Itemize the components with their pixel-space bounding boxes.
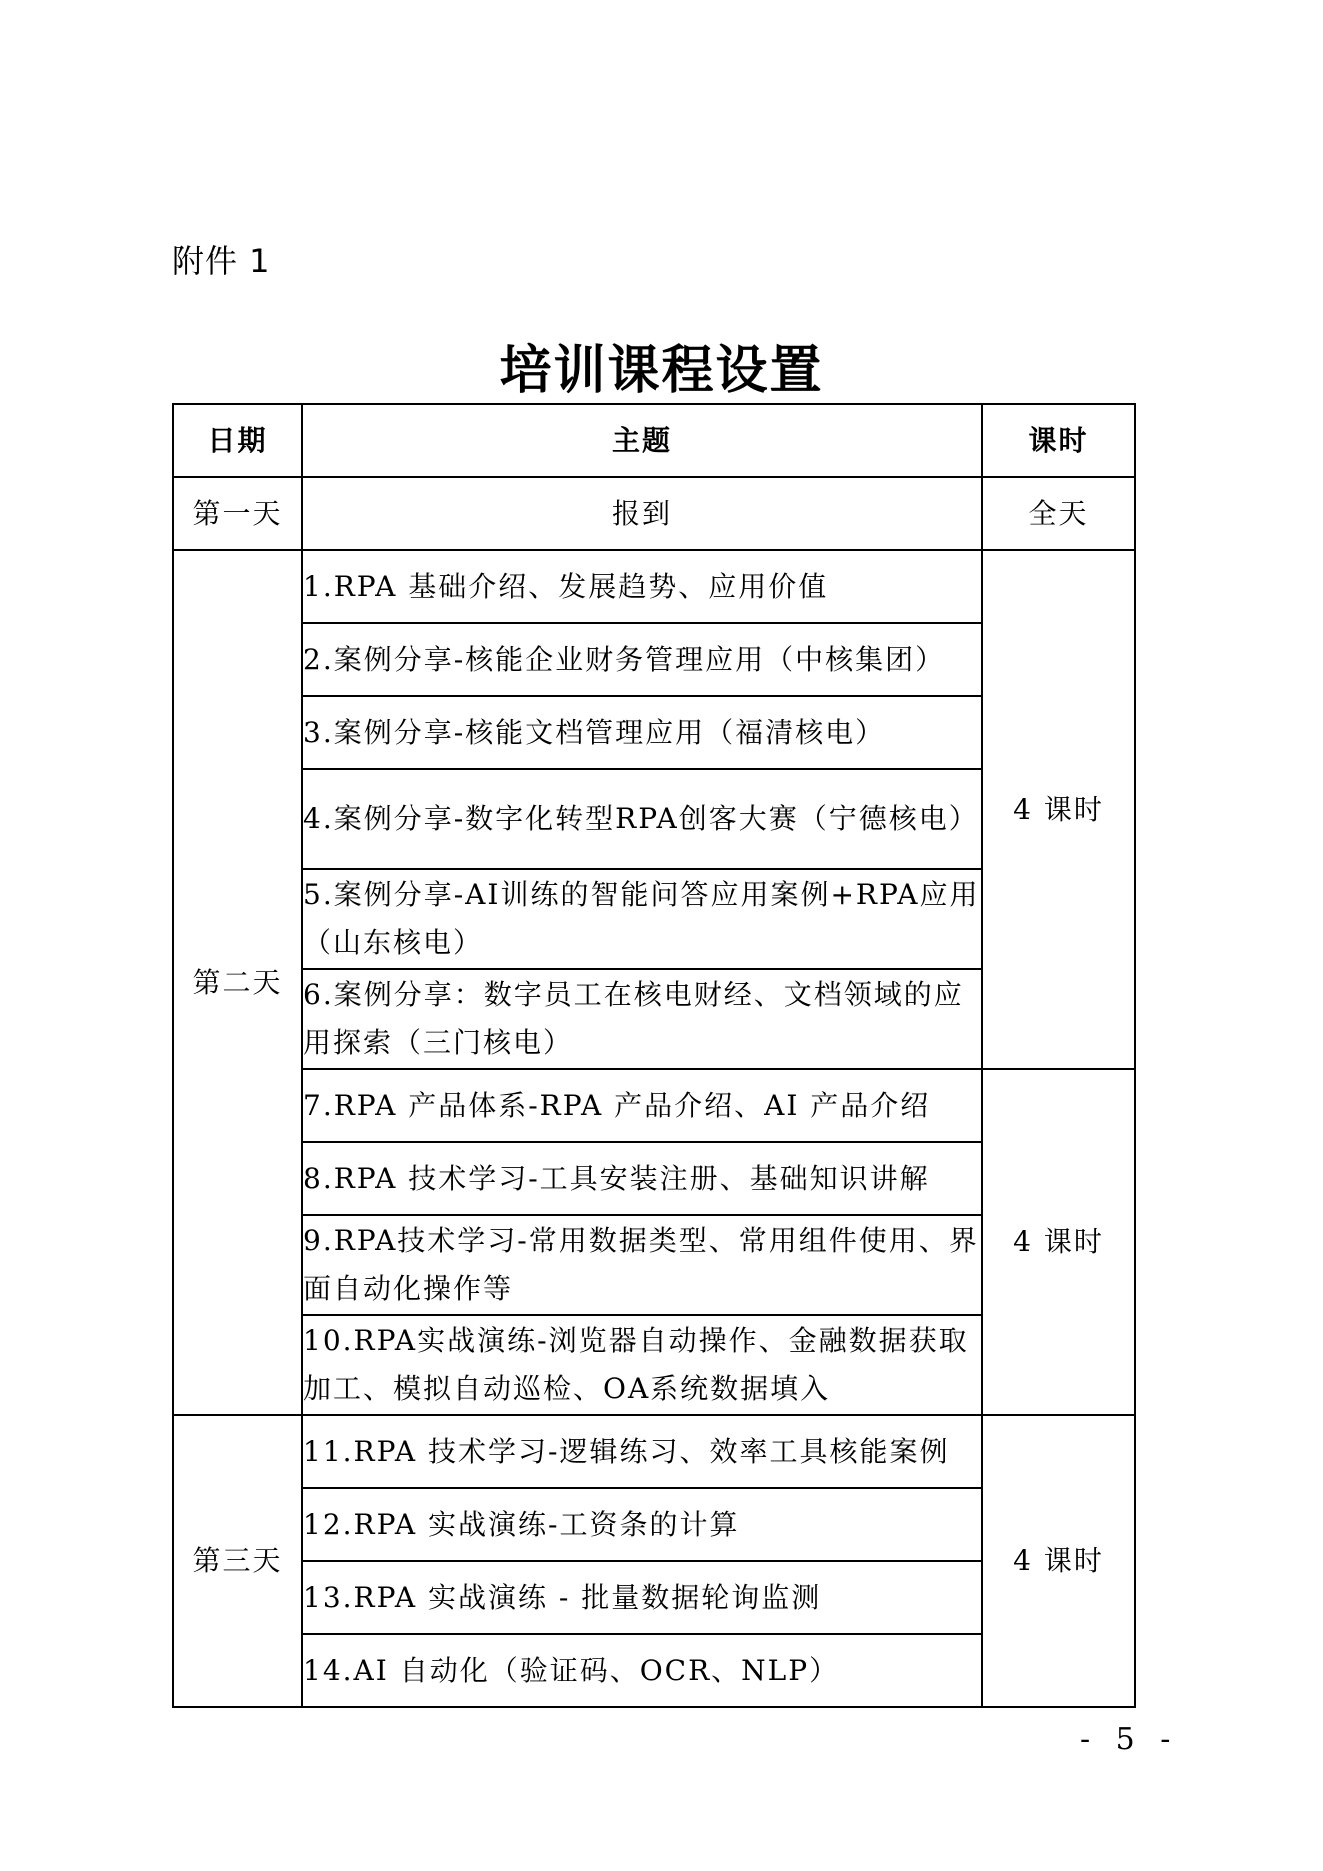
table-row (173, 1415, 1135, 1488)
topic-cell: 8.RPA 技术学习-工具安装注册、基础知识讲解 (302, 1142, 982, 1215)
registration-row (173, 477, 1135, 550)
day-three-hours: 4 课时 (982, 1415, 1135, 1707)
course-schedule-table (172, 403, 1136, 1708)
topic-cell: 2.案例分享-核能企业财务管理应用（中核集团） (302, 623, 982, 696)
table-row (173, 1069, 1135, 1142)
topic-cell: 12.RPA 实战演练-工资条的计算 (302, 1488, 982, 1561)
registration-hours: 全天 (982, 477, 1135, 550)
day-two-block1-hours: 4 课时 (982, 550, 1135, 1069)
day-two-cell: 第二天 (173, 550, 302, 1415)
registration-topic: 报到 (302, 477, 982, 550)
topic-cell: 5.案例分享-AI训练的智能问答应用案例+RPA应用（山东核电） (302, 869, 982, 969)
header-hours: 课时 (982, 404, 1135, 477)
page-title: 培训课程设置 (499, 340, 824, 401)
topic-cell: 4.案例分享-数字化转型RPA创客大赛（宁德核电） (302, 769, 982, 869)
attachment-label: 附件 1 (172, 242, 271, 280)
topic-cell: 3.案例分享-核能文档管理应用（福清核电） (302, 696, 982, 769)
header-topic: 主题 (302, 404, 982, 477)
topic-cell: 10.RPA实战演练-浏览器自动操作、金融数据获取加工、模拟自动巡检、OA系统数据填入 (302, 1315, 982, 1415)
topic-cell: 9.RPA技术学习-常用数据类型、常用组件使用、界面自动化操作等 (302, 1215, 982, 1315)
topic-cell: 14.AI 自动化（验证码、OCR、NLP） (302, 1634, 982, 1707)
day-two-block2-hours: 4 课时 (982, 1069, 1135, 1415)
page-number: - 5 - (1080, 1722, 1179, 1757)
topic-cell: 13.RPA 实战演练 - 批量数据轮询监测 (302, 1561, 982, 1634)
day-one-cell: 第一天 (173, 477, 302, 550)
table-row (173, 550, 1135, 623)
topic-cell: 6.案例分享：数字员工在核电财经、文档领域的应用探索（三门核电） (302, 969, 982, 1069)
topic-cell: 11.RPA 技术学习-逻辑练习、效率工具核能案例 (302, 1415, 982, 1488)
topic-cell: 7.RPA 产品体系-RPA 产品介绍、AI 产品介绍 (302, 1069, 982, 1142)
day-three-cell: 第三天 (173, 1415, 302, 1707)
header-date: 日期 (173, 404, 302, 477)
table-header-row (173, 404, 1135, 477)
topic-cell: 1.RPA 基础介绍、发展趋势、应用价值 (302, 550, 982, 623)
